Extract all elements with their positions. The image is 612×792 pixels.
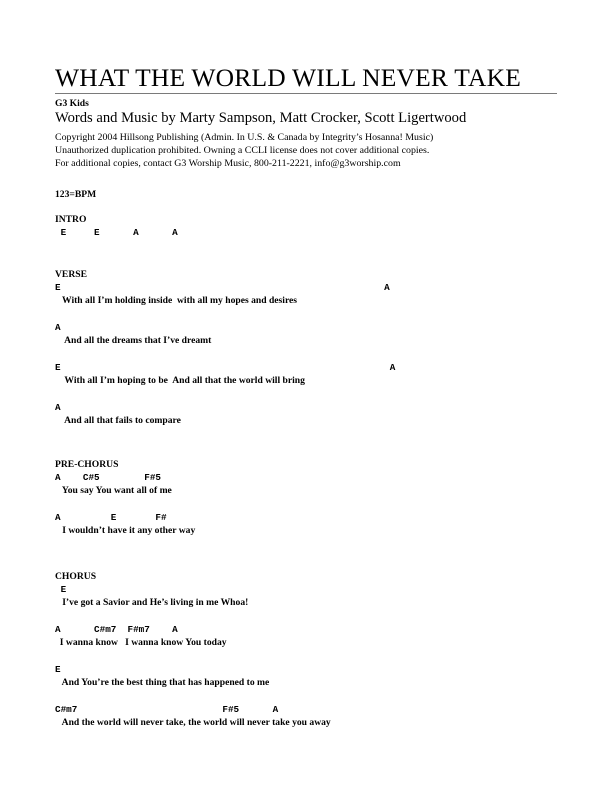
section-intro (55, 213, 595, 239)
lyric-line: And all the dreams that I’ve dreamt (55, 335, 212, 346)
copyright-line-1: Copyright 2004 Hillsong Publishing (Admin. In U.S. & Canada by Integrity’s Hosanna! Music) (55, 132, 434, 143)
spacer (55, 650, 595, 663)
section-heading-prechorus: PRE-CHORUS (55, 459, 119, 470)
chord-line: A E F# (55, 512, 167, 523)
lyric-line: And the world will never take, the world will never take you away (55, 717, 331, 728)
spacer (55, 308, 595, 321)
chord-line: A (55, 322, 61, 333)
page-title: WHAT THE WORLD WILL NEVER TAKE (55, 63, 521, 92)
lyric-line: With all I’m hoping to be And all that the world will bring (55, 375, 305, 386)
tempo-marking: 123=BPM (55, 189, 97, 200)
title-divider (55, 93, 557, 94)
spacer (55, 690, 595, 703)
writer-credits: Words and Music by Marty Sampson, Matt Crocker, Scott Ligertwood (55, 110, 467, 126)
section-prechorus (55, 458, 595, 538)
chord-line: A C#5 F#5 (55, 472, 162, 483)
chord-line: E (55, 664, 61, 675)
section-heading-verse: VERSE (55, 269, 87, 280)
lyric-line: I wanna know I wanna know You today (55, 637, 227, 648)
lyric-line: With all I’m holding inside with all my hopes and desires (55, 295, 298, 306)
chord-line: E A (55, 282, 390, 293)
section-heading-chorus: CHORUS (55, 571, 97, 582)
lyric-line: I wouldn’t have it any other way (55, 525, 196, 536)
lyric-line: You say You want all of me (55, 485, 172, 496)
chord-line: E E A A (55, 227, 178, 238)
chord-line: A C#m7 F#m7 A (55, 624, 178, 635)
chord-line: C#m7 F#5 A (55, 704, 279, 715)
section-chorus (55, 570, 595, 730)
spacer (55, 498, 595, 511)
lyric-line: I’ve got a Savior and He’s living in me Whoa! (55, 597, 249, 608)
chord-line: A (55, 402, 61, 413)
chord-line: E (55, 584, 67, 595)
lyric-line: And You’re the best thing that has happened to me (55, 677, 270, 688)
spacer (55, 348, 595, 361)
copyright-line-2: Unauthorized duplication prohibited. Owning a CCLI license does not cover additional copies. (55, 145, 430, 156)
lyric-line: And all that fails to compare (55, 415, 181, 426)
spacer (55, 388, 595, 401)
spacer (55, 610, 595, 623)
section-verse (55, 268, 595, 428)
chord-line: E A (55, 362, 396, 373)
copyright-line-3: For additional copies, contact G3 Worship Music, 800-211-2221, info@g3worship.com (55, 158, 401, 169)
artist-name: G3 Kids (55, 98, 89, 109)
section-heading-intro: INTRO (55, 214, 87, 225)
